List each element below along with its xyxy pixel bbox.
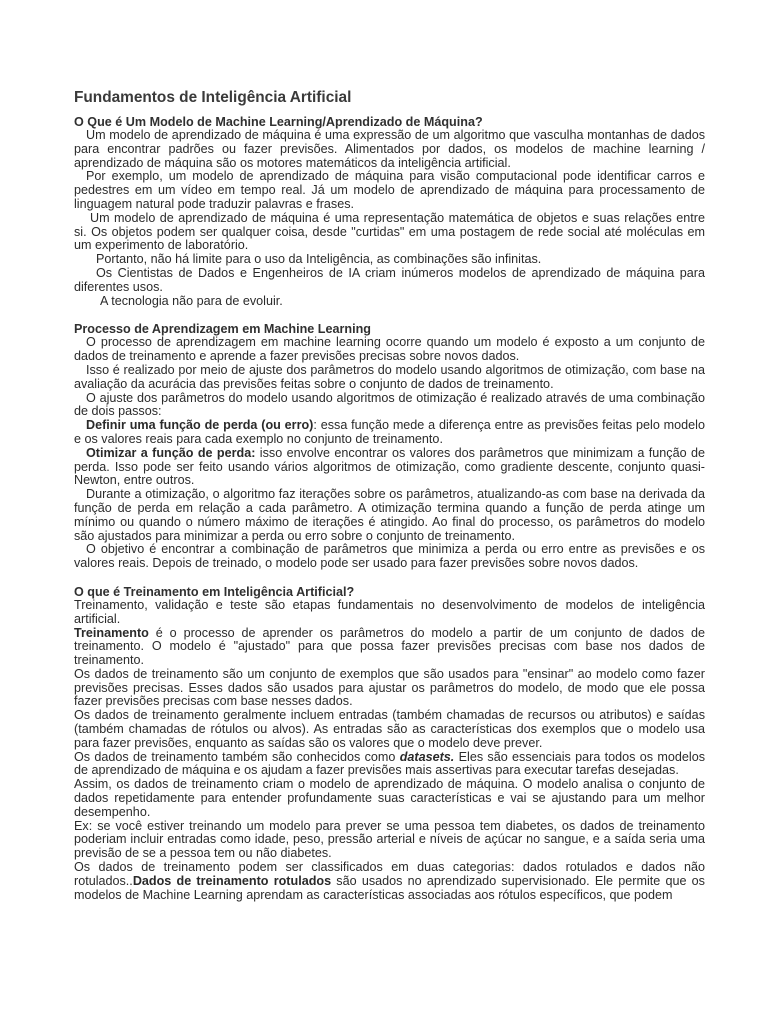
section-heading-training: O que é Treinamento em Inteligência Artificial? [74, 584, 355, 599]
paragraph: O ajuste dos parâmetros do modelo usando algoritmos de otimização é realizado através de uma combinação de dois passos: [74, 390, 705, 419]
paragraph [74, 861, 705, 902]
section-heading-learning-process: Processo de Aprendizagem em Machine Learning [74, 322, 371, 337]
paragraph: Um modelo de aprendizado de máquina é uma expressão de um algoritmo que vasculha montanhas de dados para encontrar padrões ou fazer previsões. Alimentados por dados, os modelos de machine learning / aprendizado de máquina são os motores matemáticos da inteligência artificial. [74, 128, 705, 170]
paragraph [74, 751, 705, 779]
section-heading-ml-model: O Que é Um Modelo de Machine Learning/Aprendizado de Máquina? [74, 115, 483, 129]
paragraph: Por exemplo, um modelo de aprendizado de máquina para visão computacional pode identificar carros e pedestres em um vídeo em tempo real. Já um modelo de aprendizado de máquina para processamento de linguagem natural pode traduzir palavras e frases. [74, 169, 705, 211]
paragraph: Treinamento, validação e teste são etapas fundamentais no desenvolvimento de modelos de inteligência artificial. [74, 597, 705, 626]
paragraph: Assim, os dados de treinamento criam o modelo de aprendizado de máquina. O modelo analisa o conjunto de dados repetidamente para entender profundamente suas características e vai se ajustando para um melhor desempenho. [74, 777, 705, 819]
emphasis-term: datasets. [399, 749, 455, 764]
paragraph: Os dados de treinamento geralmente incluem entradas (também chamadas de recursos ou atributos) e saídas (também chamadas de rótulos ou alvos). As entradas são as características dos exemplos que o modelo usa para fazer previsões, enquanto as saídas são os valores que o modelo deve prever. [74, 708, 705, 750]
paragraph-text: é o processo de aprender os parâmetros do modelo a partir de um conjunto de dados de treinamento. O modelo é "ajustado" para que possa fazer previsões precisas com base nos dados de treinamento. [74, 625, 705, 668]
paragraph: Os Cientistas de Dados e Engenheiros de IA criam inúmeros modelos de aprendizado de máquina para diferentes usos. [74, 265, 705, 294]
bold-term: Otimizar a função de perda: [86, 445, 256, 460]
paragraph-text: são usados no aprendizado supervisionado. Ele permite que os modelos de Machine Learning aprendam as características associadas aos rótulos específicos, que podem [74, 873, 705, 902]
bold-term: Treinamento [74, 625, 149, 640]
paragraph-text: Eles são essenciais para todos os modelos de aprendizado de máquina e os ajudam a fazer previsões mais assertivas para executar tarefas desejadas. [74, 749, 705, 778]
paragraph: Os dados de treinamento são um conjunto de exemplos que são usados para "ensinar" ao modelo como fazer previsões precisas. Esses dados são usados para ajustar os parâmetros do modelo, de modo que ele possa fazer previsões precisas com base nesses dados. [74, 666, 705, 709]
paragraph-text: : essa função mede a diferença entre as previsões feitas pelo modelo e os valores reais para cada exemplo no conjunto de treinamento. [74, 418, 705, 446]
bold-term: Dados de treinamento rotulados [132, 873, 332, 888]
document-title: Fundamentos de Inteligência Artificial [74, 89, 352, 106]
paragraph: O processo de aprendizagem em machine learning ocorre quando um modelo é exposto a um conjunto de dados de treinamento e aprende a fazer previsões precisas sobre novos dados. [74, 335, 705, 364]
paragraph [74, 419, 705, 447]
paragraph: Isso é realizado por meio de ajuste dos parâmetros do modelo usando algoritmos de otimização, com base na avaliação da acurácia das previsões feitas sobre o conjunto de dados de treinamento. [74, 362, 705, 391]
paragraph: A tecnologia não para de evoluir. [100, 293, 283, 308]
paragraph-text: Os dados de treinamento também são conhecidos como [74, 749, 400, 764]
paragraph: Um modelo de aprendizado de máquina é uma representação matemática de objetos e suas relações entre si. Os objetos podem ser qualquer coisa, desde "curtidas" em uma postagem de rede social até moléculas em um experimento de laboratório. [74, 210, 705, 253]
paragraph: Ex: se você estiver treinando um modelo para prever se uma pessoa tem diabetes, os dados de treinamento poderiam incluir entradas como idade, peso, pressão arterial e níveis de açúcar no sangue, e a saída seria uma previsão de se a pessoa tem ou não diabetes. [74, 818, 705, 861]
paragraph [74, 627, 705, 668]
paragraph-text: Os dados de treinamento podem ser classificados em duas categorias: dados rotulados e dados não rotulados.. [74, 860, 705, 888]
paragraph: O objetivo é encontrar a combinação de parâmetros que minimiza a perda ou erro entre as previsões e os valores reais. Depois de treinado, o modelo pode ser usado para fazer previsões sobre novos dados. [74, 542, 705, 571]
paragraph: Durante a otimização, o algoritmo faz iterações sobre os parâmetros, atualizando-as com base na derivada da função de perda em relação a cada parâmetro. A otimização termina quando a função de perda atinge um mínimo ou quando o número máximo de iterações é atingido. Ao final do processo, os parâmetros do modelo são ajustados para minimizar a perda ou erro sobre o conjunto de treinamento. [74, 487, 705, 543]
paragraph: Portanto, não há limite para o uso da Inteligência, as combinações são infinitas. [96, 252, 542, 267]
paragraph-text: isso envolve encontrar os valores dos parâmetros que minimizam a função de perda. Isso pode ser feito usando vários algoritmos de otimização, como gradiente descente, conjunto quasi-Newton, entre outros. [74, 445, 705, 488]
bold-term: Definir uma função de perda (ou erro) [86, 418, 314, 433]
paragraph [74, 447, 705, 488]
